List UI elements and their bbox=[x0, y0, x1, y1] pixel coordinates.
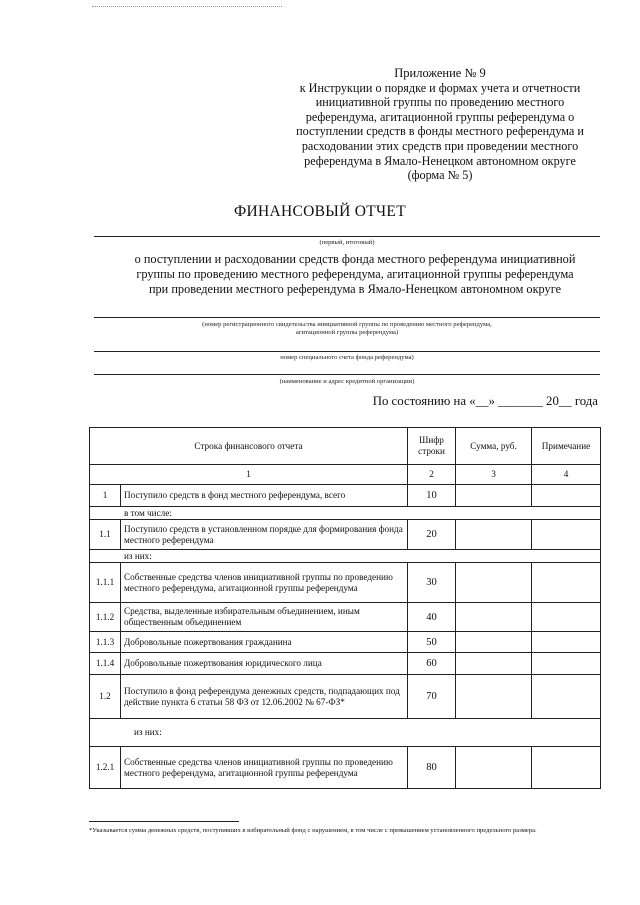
row-code: 50 bbox=[408, 632, 456, 653]
row-number: 1 bbox=[90, 485, 121, 507]
table-header-row bbox=[90, 428, 601, 465]
row-number: 1.1.3 bbox=[90, 632, 121, 653]
row-code: 60 bbox=[408, 653, 456, 675]
table-row bbox=[90, 675, 601, 719]
column-number: 4 bbox=[532, 465, 601, 485]
appendix-line: к Инструкции о порядке и формах учета и отчетности bbox=[299, 80, 581, 95]
account-field-line bbox=[94, 351, 600, 352]
scan-artifact-line bbox=[92, 6, 282, 7]
bank-caption: (наименование и адрес кредитной организации) bbox=[279, 378, 415, 385]
as-of-date: По состоянию на «__» _______ 20__ года bbox=[372, 394, 598, 408]
account-caption: номер специального счета фонда референдума) bbox=[280, 354, 414, 361]
row-number: 1.2 bbox=[90, 675, 121, 719]
row-number: 1.1.4 bbox=[90, 653, 121, 675]
appendix-header bbox=[270, 66, 610, 183]
row-code: 10 bbox=[408, 485, 456, 507]
amount-cell[interactable] bbox=[456, 675, 532, 719]
appendix-line: референдума в Ямало-Ненецком автономном округе bbox=[304, 153, 576, 168]
note-cell[interactable] bbox=[532, 653, 601, 675]
amount-cell[interactable] bbox=[456, 520, 532, 550]
table-row bbox=[90, 485, 601, 507]
row-text: Добровольные пожертвования юридического лица bbox=[121, 653, 408, 675]
table-row bbox=[90, 563, 601, 603]
row-text: Собственные средства членов инициативной группы по проведению местного референдума, агитационной группы референдума bbox=[121, 747, 408, 789]
bank-field-line bbox=[94, 374, 600, 375]
appendix-line: расходовании этих средств при проведении местного bbox=[301, 138, 579, 153]
report-type-field-line bbox=[94, 236, 600, 237]
form-number: (форма № 5) bbox=[407, 168, 473, 183]
row-number: 1.1.1 bbox=[90, 563, 121, 603]
table-row bbox=[90, 653, 601, 675]
note-cell[interactable] bbox=[532, 675, 601, 719]
footnote: *Указывается сумма денежных средств, поступивших в избирательный фонд с нарушением, в том числе с превышением установленного предельного размера. bbox=[89, 827, 537, 834]
purpose-line: о поступлении и расходовании средств фонда местного референдума инициативной bbox=[134, 252, 576, 266]
table-row bbox=[90, 747, 601, 789]
amount-cell[interactable] bbox=[456, 603, 532, 632]
column-number: 2 bbox=[408, 465, 456, 485]
column-number: 3 bbox=[456, 465, 532, 485]
row-code: 80 bbox=[408, 747, 456, 789]
header-line-code: Шифр строки bbox=[408, 428, 456, 465]
row-text: Поступило средств в установленном порядке для формирования фонда местного референдума bbox=[121, 520, 408, 550]
row-text: Поступило в фонд референдума денежных средств, подпадающих под действие пункта 6 статьи 58 ФЗ от 12.06.2002 № 67-ФЗ* bbox=[121, 675, 408, 719]
footnote-divider bbox=[89, 821, 239, 822]
subheading-row bbox=[90, 550, 601, 563]
purpose-line: при проведении местного референдума в Ямало-Ненецком автономном округе bbox=[148, 282, 562, 297]
subheading: в том числе: bbox=[90, 507, 601, 520]
row-number: 1.1.2 bbox=[90, 603, 121, 632]
amount-cell[interactable] bbox=[456, 485, 532, 507]
column-number: 1 bbox=[90, 465, 408, 485]
table-row bbox=[90, 632, 601, 653]
header-amount: Сумма, руб. bbox=[456, 428, 532, 465]
row-text: Поступило средств в фонд местного референдума, всего bbox=[121, 485, 408, 507]
note-cell[interactable] bbox=[532, 632, 601, 653]
appendix-title: Приложение № 9 bbox=[394, 66, 486, 80]
appendix-line: референдума, агитационной группы референдума о bbox=[305, 109, 575, 124]
row-text: Добровольные пожертвования гражданина bbox=[121, 632, 408, 653]
note-cell[interactable] bbox=[532, 603, 601, 632]
header-report-line: Строка финансового отчета bbox=[90, 428, 408, 465]
row-number: 1.1 bbox=[90, 520, 121, 550]
subheading-row bbox=[90, 507, 601, 520]
row-text: Средства, выделенные избирательным объединением, иным общественным объединением bbox=[121, 603, 408, 632]
registration-field-line bbox=[94, 317, 600, 318]
subheading: из них: bbox=[90, 550, 601, 563]
amount-cell[interactable] bbox=[456, 563, 532, 603]
appendix-line: инициативной группы по проведению местного bbox=[315, 95, 565, 110]
report-purpose bbox=[100, 252, 610, 298]
row-code: 40 bbox=[408, 603, 456, 632]
registration-caption bbox=[94, 321, 600, 337]
row-text: Собственные средства членов инициативной группы по проведению местного референдума, агитационной группы референдума bbox=[121, 563, 408, 603]
row-number: 1.2.1 bbox=[90, 747, 121, 789]
amount-cell[interactable] bbox=[456, 653, 532, 675]
registration-caption-line: агитационной группы референдума) bbox=[295, 329, 399, 336]
purpose-line: группы по проведению местного референдума, агитационной группы референдума bbox=[136, 267, 574, 282]
registration-caption-line: (номер регистрационного свидетельства инициативной группы по проведению местного референдума, bbox=[202, 321, 492, 328]
table-row bbox=[90, 603, 601, 632]
row-code: 30 bbox=[408, 563, 456, 603]
note-cell[interactable] bbox=[532, 747, 601, 789]
report-type-caption: (первый, итоговый) bbox=[319, 239, 375, 246]
document-title: ФИНАНСОВЫЙ ОТЧЕТ bbox=[234, 203, 406, 220]
financial-report-table bbox=[89, 427, 601, 789]
header-note: Примечание bbox=[532, 428, 601, 465]
column-number-row bbox=[90, 465, 601, 485]
subheading-row bbox=[90, 719, 601, 747]
appendix-line: поступлении средств в фонды местного референдума и bbox=[296, 124, 584, 139]
note-cell[interactable] bbox=[532, 563, 601, 603]
note-cell[interactable] bbox=[532, 485, 601, 507]
table-row bbox=[90, 520, 601, 550]
row-code: 20 bbox=[408, 520, 456, 550]
amount-cell[interactable] bbox=[456, 632, 532, 653]
amount-cell[interactable] bbox=[456, 747, 532, 789]
note-cell[interactable] bbox=[532, 520, 601, 550]
subheading: из них: bbox=[90, 719, 601, 747]
row-code: 70 bbox=[408, 675, 456, 719]
